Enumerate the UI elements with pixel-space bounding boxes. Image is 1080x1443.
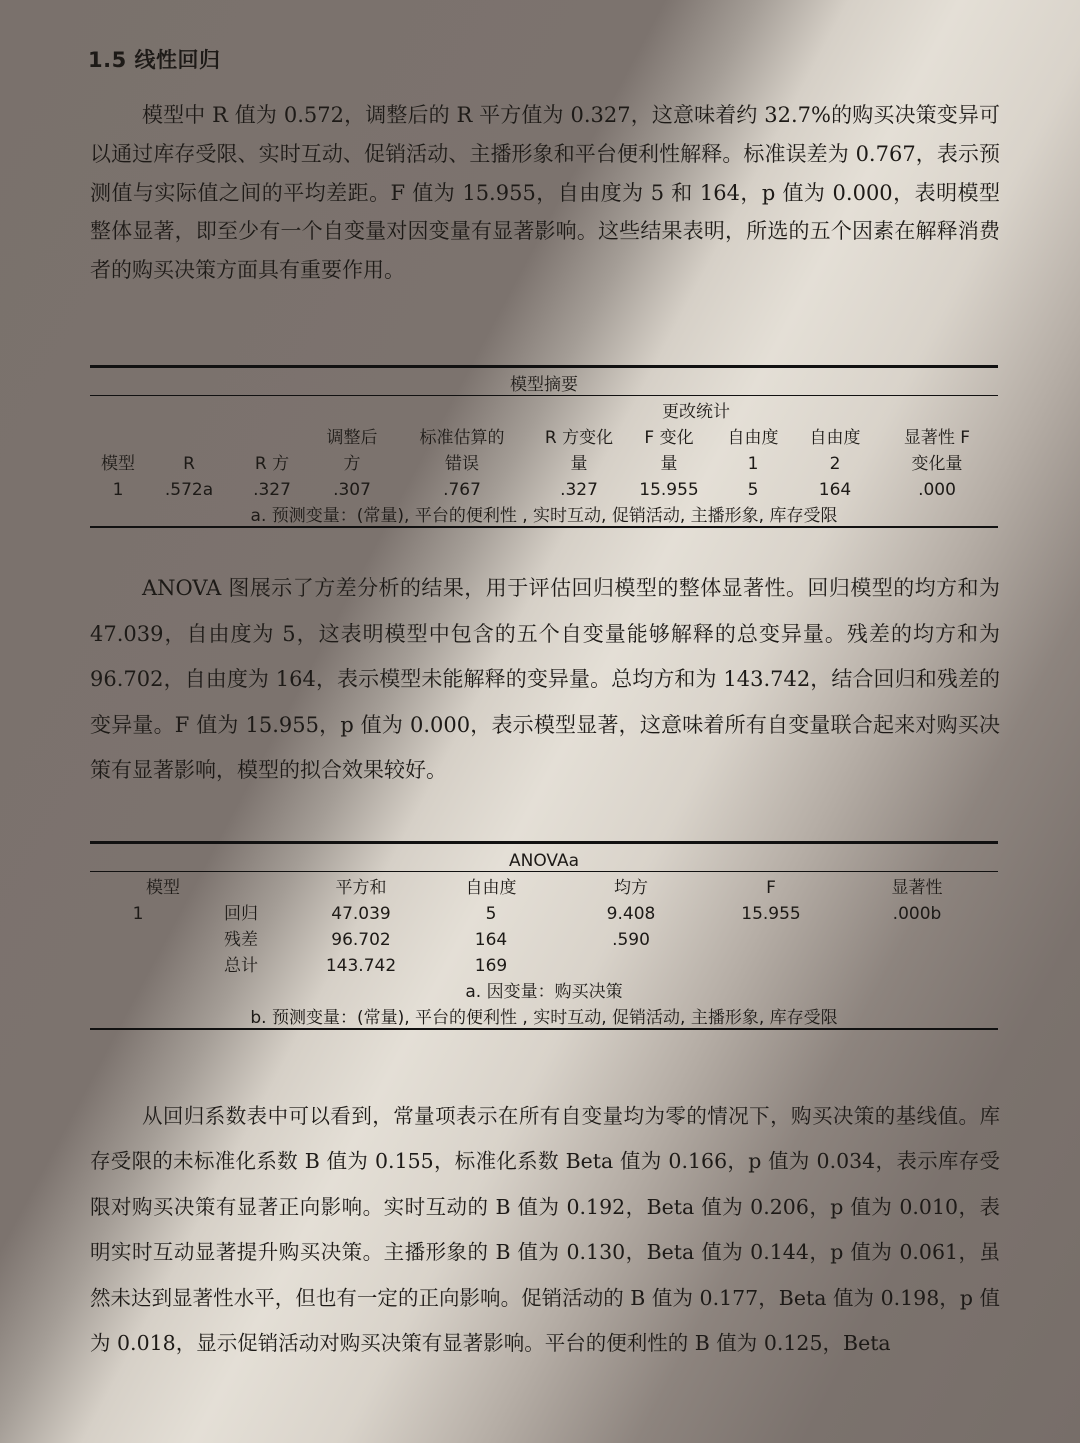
section-title: 1.5 线性回归: [88, 48, 221, 72]
paragraph-model-fit: 模型中 R 值为 0.572，调整后的 R 平方值为 0.327，这意味着约 32.7%的购买决策变异可以通过库存受限、实时互动、促销活动、主播形象和平台便利性解释。标准误差为 0.767，表示预测值与实际值之间的平均差距。F 值为 15.955，自由度为 5 和 164，p 值为 0.000，表明模型整体显著，即至少有一个自变量对因变量有显著影响。这些结果表明，所选的五个因素在解释消费者的购买决策方面具有重要作用。: [90, 103, 1000, 283]
column-header: 模型: [101, 454, 135, 474]
table-footnote-b: b. 预测变量：(常量), 平台的便利性 , 实时互动, 促销活动, 主播形象, 库存受限: [90, 1002, 998, 1029]
header-row-top: [90, 422, 998, 448]
table-footnote: a. 预测变量：(常量), 平台的便利性 , 实时互动, 促销活动, 主播形象, 库存受限: [90, 500, 998, 527]
table-row: 总计 143.742 169: [224, 956, 508, 976]
column-header: 自由度: [727, 428, 779, 448]
column-header: F: [766, 878, 776, 898]
paragraph-anova: ANOVA 图展示了方差分析的结果，用于评估回归模型的整体显著性。回归模型的均方和为 47.039，自由度为 5，这表明模型中包含的五个自变量能够解释的总变异量。残差的均方和为 96.702，自由度为 164，表示模型未能解释的变异量。总均方和为 143.742，结合回归和残差的变异量。F 值为 15.955，p 值为 0.000，表示模型显著，这意味着所有自变量联合起来对购买决策有显著影响，模型的拟合效果较好。: [90, 576, 1000, 782]
column-header: 显著性: [891, 878, 943, 898]
change-stats-header: 更改统计: [662, 402, 730, 422]
table-cell: 1: [112, 480, 124, 500]
column-header: 1: [747, 454, 759, 474]
table-footnote-a: a. 因变量：购买决策: [465, 982, 623, 1002]
model-summary-table: [90, 365, 998, 528]
table-cell: .327: [253, 480, 291, 500]
column-header: 变化量: [911, 454, 963, 474]
column-header: 方: [343, 454, 361, 474]
header-row-bottom: [90, 448, 998, 474]
column-header: F 变化: [644, 428, 694, 448]
column-header: R 方: [254, 454, 290, 474]
paragraph-coefficients: 从回归系数表中可以看到，常量项表示在所有自变量均为零的情况下，购买决策的基线值。库存受限的未标准化系数 B 值为 0.155，标准化系数 Beta 值为 0.166，p 值为 0.034，表示库存受限对购买决策有显著正向影响。实时互动的 B 值为 0.192，Beta 值为 0.206，p 值为 0.010，表明实时互动显著提升购买决策。主播形象的 B 值为 0.130，Beta 值为 0.144，p 值为 0.061，虽然未达到显著性水平，但也有一定的正向影响。促销活动的 B 值为 0.177，Beta 值为 0.198，p 值为 0.018，显示促销活动对购买决策有显著影响。平台的便利性的 B 值为 0.125，Beta: [90, 1104, 1000, 1356]
column-header: 均方: [614, 878, 648, 898]
table-cell: .327: [560, 480, 598, 500]
column-header: 自由度: [465, 878, 517, 898]
column-header: 错误: [445, 454, 479, 474]
column-header: 模型: [146, 878, 180, 898]
table-row: [90, 474, 998, 500]
column-header: 自由度: [809, 428, 861, 448]
table-row: 1 回归 47.039 5 9.408 15.955 .000b: [132, 904, 942, 924]
column-header: 2: [829, 454, 841, 474]
column-header: 平方和: [335, 878, 387, 898]
header-row: [90, 872, 998, 899]
column-header: R 方变化: [544, 428, 614, 448]
anova-table: [90, 841, 998, 1030]
column-header: 量: [660, 454, 678, 474]
table-row: 残差 96.702 164 .590: [224, 930, 650, 950]
column-header: 调整后: [326, 428, 378, 448]
table-cell: .572a: [164, 480, 214, 500]
table-cell: .767: [443, 480, 481, 500]
table-cell: .000: [918, 480, 956, 500]
table-caption: 模型摘要: [90, 367, 998, 396]
column-header: 标准估算的: [419, 428, 505, 448]
table-cell: 5: [747, 480, 759, 500]
column-header: 显著性 F: [903, 428, 971, 448]
table-cell: 164: [818, 480, 852, 500]
table-cell: 15.955: [639, 480, 699, 500]
table-caption: ANOVAa: [90, 843, 998, 872]
column-header: R: [183, 454, 195, 474]
column-header: 量: [570, 454, 588, 474]
table-cell: .307: [333, 480, 371, 500]
